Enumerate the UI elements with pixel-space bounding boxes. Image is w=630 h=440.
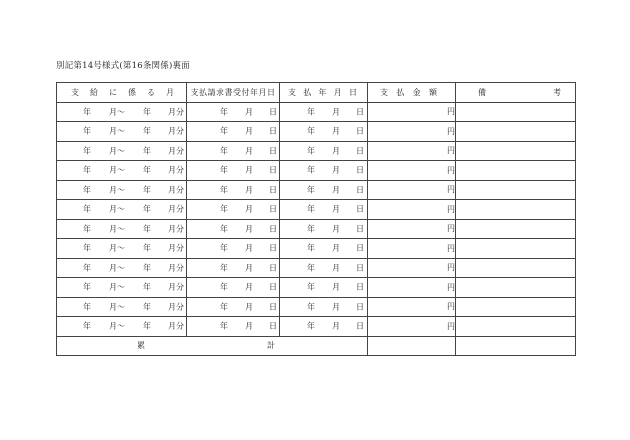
payment-date-cell[interactable]: 年 月 日 [280,122,368,142]
period-cell[interactable]: 年 月～ 年 月分 [57,317,187,337]
payment-amount-cell[interactable]: 円 [368,102,456,122]
payment-date-cell[interactable]: 年 月 日 [280,141,368,161]
table-row [57,102,576,122]
form-caption: 別記第14号様式(第16条関係)裏面 [56,61,190,71]
header-row [57,83,576,103]
payment-amount-cell[interactable]: 円 [368,141,456,161]
received-date-cell[interactable]: 年 月 日 [187,278,280,298]
table-row [57,200,576,220]
remarks-cell[interactable] [456,258,576,278]
received-date-cell[interactable]: 年 月 日 [187,200,280,220]
payment-ledger-table [56,82,576,356]
remarks-cell[interactable] [456,122,576,142]
table-row [57,258,576,278]
received-date-cell[interactable]: 年 月 日 [187,258,280,278]
payment-date-cell[interactable]: 年 月 日 [280,219,368,239]
period-cell[interactable]: 年 月～ 年 月分 [57,122,187,142]
remarks-cell[interactable] [456,317,576,337]
payment-date-cell[interactable]: 年 月 日 [280,297,368,317]
payment-amount-cell[interactable]: 円 [368,200,456,220]
cumulative-total-row [57,336,576,356]
table-row [57,141,576,161]
header-received-date: 支払請求書受付年月日 [187,83,280,103]
payment-amount-cell[interactable]: 円 [368,278,456,298]
table-row [57,239,576,259]
received-date-cell[interactable]: 年 月 日 [187,141,280,161]
remarks-cell[interactable] [456,219,576,239]
received-date-cell[interactable]: 年 月 日 [187,102,280,122]
payment-amount-cell[interactable]: 円 [368,122,456,142]
remarks-cell[interactable] [456,161,576,181]
header-period: 支 給 に 係 る 月 [57,83,187,103]
payment-amount-cell[interactable]: 円 [368,161,456,181]
table-row [57,297,576,317]
remarks-cell[interactable] [456,200,576,220]
payment-amount-cell[interactable]: 円 [368,239,456,259]
period-cell[interactable]: 年 月～ 年 月分 [57,180,187,200]
payment-date-cell[interactable]: 年 月 日 [280,200,368,220]
table-row [57,278,576,298]
period-cell[interactable]: 年 月～ 年 月分 [57,102,187,122]
period-cell[interactable]: 年 月～ 年 月分 [57,258,187,278]
received-date-cell[interactable]: 年 月 日 [187,180,280,200]
period-cell[interactable]: 年 月～ 年 月分 [57,200,187,220]
payment-amount-cell[interactable]: 円 [368,317,456,337]
remarks-cell[interactable] [456,141,576,161]
remarks-cell[interactable] [456,239,576,259]
payment-date-cell[interactable]: 年 月 日 [280,161,368,181]
table-row [57,161,576,181]
received-date-cell[interactable]: 年 月 日 [187,161,280,181]
payment-date-cell[interactable]: 年 月 日 [280,317,368,337]
received-date-cell[interactable]: 年 月 日 [187,122,280,142]
cumulative-total-remarks[interactable] [456,336,576,356]
remarks-cell[interactable] [456,102,576,122]
payment-date-cell[interactable]: 年 月 日 [280,102,368,122]
header-remarks: 備 考 [456,83,576,103]
period-cell[interactable]: 年 月～ 年 月分 [57,297,187,317]
header-payment-date: 支 払 年 月 日 [280,83,368,103]
table-row [57,317,576,337]
received-date-cell[interactable]: 年 月 日 [187,219,280,239]
payment-amount-cell[interactable]: 円 [368,297,456,317]
header-payment-amount: 支 払 金 額 [368,83,456,103]
table-row [57,122,576,142]
received-date-cell[interactable]: 年 月 日 [187,317,280,337]
period-cell[interactable]: 年 月～ 年 月分 [57,278,187,298]
received-date-cell[interactable]: 年 月 日 [187,239,280,259]
payment-date-cell[interactable]: 年 月 日 [280,239,368,259]
ledger-body [57,102,576,336]
remarks-cell[interactable] [456,278,576,298]
period-cell[interactable]: 年 月～ 年 月分 [57,161,187,181]
table-row [57,180,576,200]
table-row [57,219,576,239]
remarks-cell[interactable] [456,180,576,200]
period-cell[interactable]: 年 月～ 年 月分 [57,141,187,161]
payment-amount-cell[interactable]: 円 [368,180,456,200]
period-cell[interactable]: 年 月～ 年 月分 [57,219,187,239]
cumulative-total-amount[interactable] [368,336,456,356]
remarks-cell[interactable] [456,297,576,317]
payment-date-cell[interactable]: 年 月 日 [280,258,368,278]
payment-date-cell[interactable]: 年 月 日 [280,278,368,298]
payment-amount-cell[interactable]: 円 [368,258,456,278]
payment-amount-cell[interactable]: 円 [368,219,456,239]
payment-date-cell[interactable]: 年 月 日 [280,180,368,200]
received-date-cell[interactable]: 年 月 日 [187,297,280,317]
period-cell[interactable]: 年 月～ 年 月分 [57,239,187,259]
cumulative-total-label: 累 計 [57,336,368,356]
